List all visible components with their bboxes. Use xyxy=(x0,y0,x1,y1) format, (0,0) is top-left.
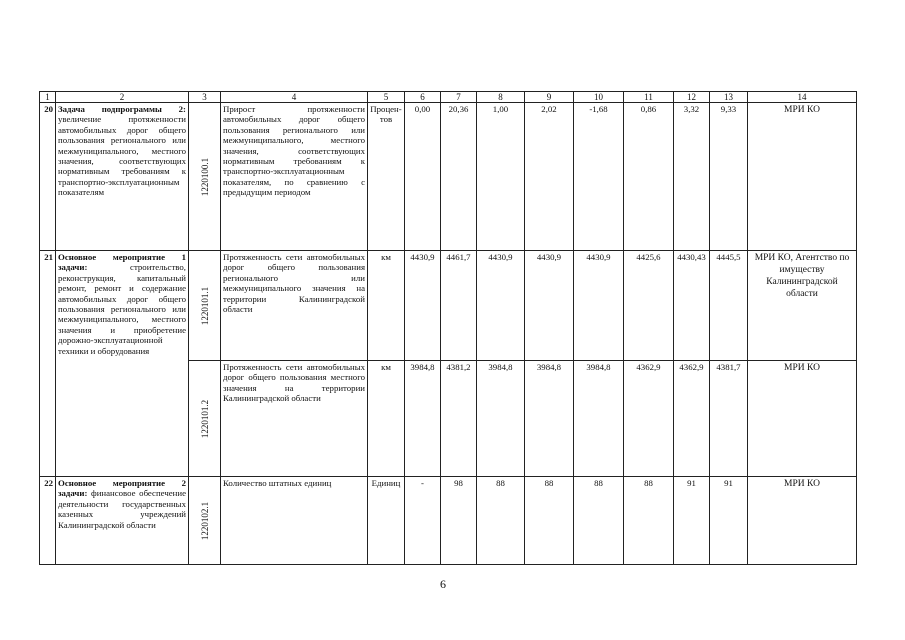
value-cell: -1,68 xyxy=(574,103,624,251)
task-text: финансовое обеспечение деятельности государственных казенных учреждений Калининградской области xyxy=(58,488,186,530)
indicator-cell: Протяженность сети автомобильных дорог общего пользования регионального или межмуниципального значения на территории Калининградской области xyxy=(221,251,368,361)
unit-cell: км xyxy=(368,361,405,477)
task-description xyxy=(56,251,189,477)
indicators-table xyxy=(39,91,857,565)
value-cell: 4425,6 xyxy=(624,251,674,361)
header-cell: 1 xyxy=(40,92,56,103)
header-cell: 9 xyxy=(525,92,574,103)
row-number: 22 xyxy=(40,477,56,565)
header-cell: 11 xyxy=(624,92,674,103)
task-text: строительство, реконструкция, капитальный ремонт, ремонт и содержание автомобильных дорог общего пользования регионального или межмуниципального, местного значения и приобретение дорожно-эксплуатационной техники и оборудования xyxy=(58,262,186,356)
code-cell xyxy=(189,251,221,361)
unit-cell: Единиц xyxy=(368,477,405,565)
task-description xyxy=(56,103,189,251)
value-cell: 88 xyxy=(477,477,525,565)
task-title: Основное мероприятие 2 задачи: xyxy=(58,478,186,499)
value-cell: 88 xyxy=(624,477,674,565)
header-cell: 8 xyxy=(477,92,525,103)
value-cell: 4430,9 xyxy=(405,251,441,361)
indicator-cell: Количество штатных единиц xyxy=(221,477,368,565)
responsible-org: МРИ КО xyxy=(748,477,857,565)
header-cell: 3 xyxy=(189,92,221,103)
value-cell: 91 xyxy=(710,477,748,565)
task-title: Задача подпрограммы 2: xyxy=(58,104,186,114)
header-row xyxy=(40,92,857,103)
code-text: 1220102.1 xyxy=(199,501,210,540)
value-cell: - xyxy=(405,477,441,565)
value-cell: 0,86 xyxy=(624,103,674,251)
code-cell xyxy=(189,361,221,477)
task-title: Основное мероприятие 1 задачи: xyxy=(58,252,186,273)
table-row-22 xyxy=(40,477,857,565)
code-text: 1220101.1 xyxy=(199,286,210,325)
task-description xyxy=(56,477,189,565)
header-cell: 14 xyxy=(748,92,857,103)
value-cell: 98 xyxy=(441,477,477,565)
value-cell: 4430,9 xyxy=(477,251,525,361)
value-cell: 2,02 xyxy=(525,103,574,251)
value-cell: 9,33 xyxy=(710,103,748,251)
value-cell: 4362,9 xyxy=(624,361,674,477)
value-cell: 4445,5 xyxy=(710,251,748,361)
row-number: 20 xyxy=(40,103,56,251)
value-cell: 4430,9 xyxy=(574,251,624,361)
value-cell: 88 xyxy=(574,477,624,565)
page-number: 6 xyxy=(440,577,446,591)
indicator-cell: Протяженность сети автомобильных дорог общего пользования местного значения на территории Калининградской области xyxy=(221,361,368,477)
value-cell: 4430,43 xyxy=(674,251,710,361)
responsible-org: МРИ КО, Агентство по имуществу Калининградской области xyxy=(748,251,857,361)
value-cell: 3984,8 xyxy=(525,361,574,477)
table-row-20 xyxy=(40,103,857,251)
indicator-cell: Прирост протяженности автомобильных дорог общего пользования регионального или межмуниципального, местного значения, соответствующих нормативным требованиям к транспортно-эксплуатационным показателям, по сравнению с предыдущим периодом xyxy=(221,103,368,251)
value-cell: 1,00 xyxy=(477,103,525,251)
value-cell: 3,32 xyxy=(674,103,710,251)
value-cell: 0,00 xyxy=(405,103,441,251)
task-text: увеличение протяженности автомобильных дорог общего пользования регионального или межмуниципального, местного значения, соответствующих нормативным требованиям к транспортно-эксплуатационным показателям xyxy=(58,114,186,198)
row-number: 21 xyxy=(40,251,56,477)
header-cell: 13 xyxy=(710,92,748,103)
value-cell: 4461,7 xyxy=(441,251,477,361)
code-cell xyxy=(189,477,221,565)
table-row-21 xyxy=(40,251,857,361)
responsible-org: МРИ КО xyxy=(748,361,857,477)
header-cell: 4 xyxy=(221,92,368,103)
header-cell: 10 xyxy=(574,92,624,103)
value-cell: 20,36 xyxy=(441,103,477,251)
responsible-org: МРИ КО xyxy=(748,103,857,251)
value-cell: 4362,9 xyxy=(674,361,710,477)
header-cell: 7 xyxy=(441,92,477,103)
header-cell: 2 xyxy=(56,92,189,103)
value-cell: 4430,9 xyxy=(525,251,574,361)
value-cell: 88 xyxy=(525,477,574,565)
value-cell: 3984,8 xyxy=(574,361,624,477)
value-cell: 4381,7 xyxy=(710,361,748,477)
header-cell: 12 xyxy=(674,92,710,103)
unit-cell: Процен-тов xyxy=(368,103,405,251)
header-cell: 6 xyxy=(405,92,441,103)
unit-cell: км xyxy=(368,251,405,361)
code-text: 1220100.1 xyxy=(199,157,210,196)
code-text: 1220101.2 xyxy=(199,399,210,438)
value-cell: 3984,8 xyxy=(405,361,441,477)
value-cell: 3984,8 xyxy=(477,361,525,477)
value-cell: 4381,2 xyxy=(441,361,477,477)
code-cell xyxy=(189,103,221,251)
header-cell: 5 xyxy=(368,92,405,103)
value-cell: 91 xyxy=(674,477,710,565)
